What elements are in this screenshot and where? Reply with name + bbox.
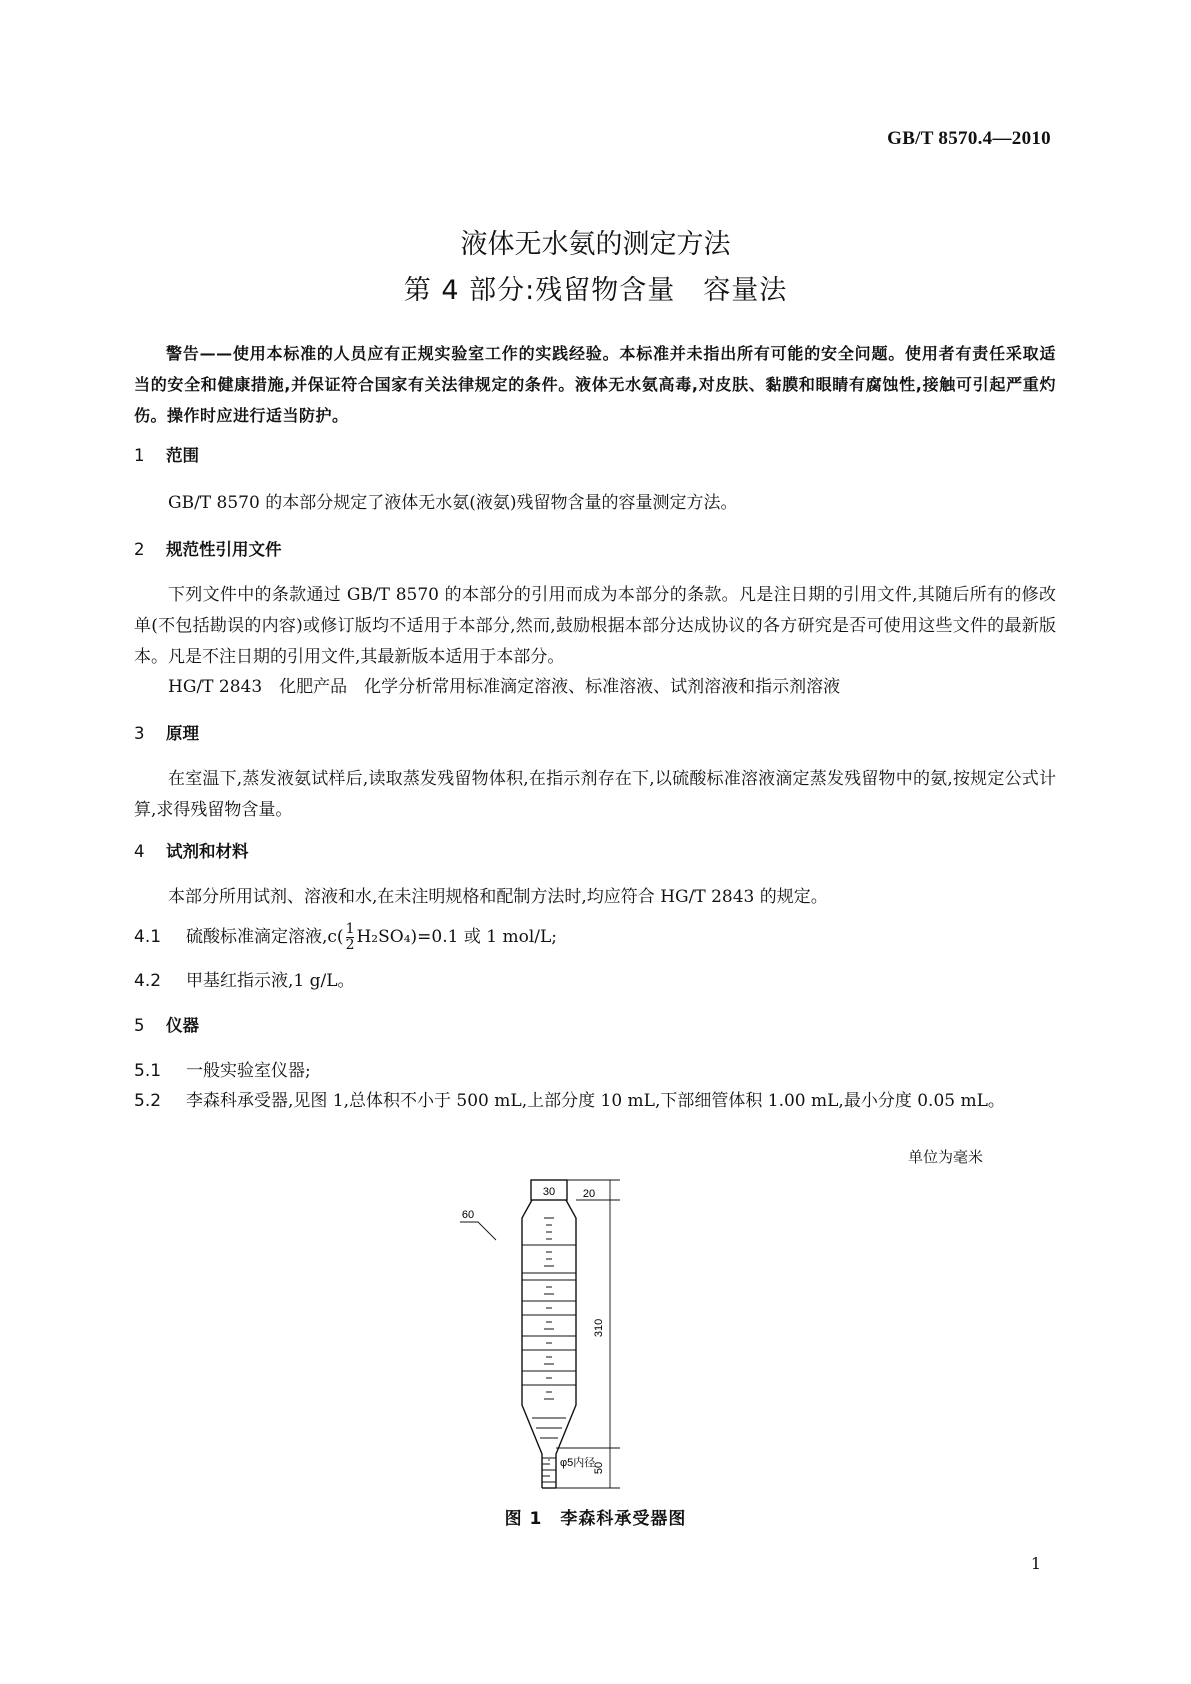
dim-body-height: 310 bbox=[593, 1318, 605, 1338]
section-title: 仪器 bbox=[166, 1016, 199, 1035]
dim-tube-bore: φ5内径 bbox=[560, 1457, 596, 1469]
section-title: 规范性引用文件 bbox=[166, 540, 282, 559]
clause-text-suffix: H₂SO₄)=0.1 或 1 mol/L; bbox=[356, 927, 557, 947]
fraction-one-half bbox=[346, 922, 355, 953]
clause-number: 5.1 bbox=[134, 1061, 162, 1081]
clause-4-1 bbox=[134, 922, 1056, 953]
clause-5-2 bbox=[134, 1086, 1056, 1117]
section-2-heading bbox=[134, 536, 282, 560]
dim-top-width: 30 bbox=[542, 1186, 556, 1198]
section-3-heading bbox=[134, 720, 199, 744]
clause-number: 4.1 bbox=[134, 927, 162, 947]
dim-tube-height: 50 bbox=[593, 1461, 605, 1475]
fraction-numerator: 1 bbox=[345, 921, 355, 937]
standard-code: GB/T 8570.4—2010 bbox=[887, 128, 1051, 149]
clause-number: 5.2 bbox=[134, 1091, 162, 1111]
fraction-denominator: 2 bbox=[345, 937, 355, 953]
section-4-heading bbox=[134, 838, 249, 862]
lysenko-receiver-figure bbox=[461, 1170, 690, 1500]
section-4-text: 本部分所用试剂、溶液和水,在未注明规格和配制方法时,均应符合 HG/T 2843 的规定。 bbox=[168, 887, 828, 907]
dim-top-height: 20 bbox=[582, 1188, 596, 1200]
page-number: 1 bbox=[1030, 1554, 1041, 1573]
section-title: 原理 bbox=[166, 724, 199, 743]
clause-number: 4.2 bbox=[134, 971, 162, 991]
clause-text-prefix: 硫酸标准滴定溶液,c( bbox=[186, 927, 344, 947]
figure-caption: 图 1 李森科承受器图 bbox=[504, 1509, 687, 1529]
body-outline bbox=[522, 1200, 576, 1488]
unit-note: 单位为毫米 bbox=[907, 1148, 983, 1166]
document-title: 液体无水氨的测定方法 bbox=[460, 229, 731, 260]
section-5-heading bbox=[134, 1012, 199, 1036]
clause-5-1 bbox=[134, 1056, 1056, 1087]
section-1-heading bbox=[134, 442, 199, 466]
section-title: 范围 bbox=[166, 446, 199, 465]
document-subtitle: 第 4 部分:残留物含量 容量法 bbox=[403, 275, 788, 306]
clause-text: 甲基红指示液,1 g/L。 bbox=[186, 971, 355, 991]
section-number: 5 bbox=[134, 1016, 145, 1035]
warning-paragraph: 警告——使用本标准的人员应有正规实验室工作的实践经验。本标准并未指出所有可能的安全问题。使用者有责任采取适当的安全和健康措施,并保证符合国家有关法律规定的条件。液体无水氨高毒,对皮肤、黏膜和眼睛有腐蚀性,接触可引起严重灼伤。操作时应进行适当防护。 bbox=[134, 344, 1056, 425]
section-title: 试剂和材料 bbox=[166, 842, 249, 861]
section-number: 2 bbox=[134, 540, 145, 559]
section-number: 1 bbox=[134, 446, 145, 465]
section-2-text: 下列文件中的条款通过 GB/T 8570 的本部分的引用而成为本部分的条款。凡是注日期的引用文件,其随后所有的修改单(不包括勘误的内容)或修订版均不适用于本部分,然而,鼓励根据本部分达成协议的各方研究是否可使用这些文件的最新版本。凡是不注日期的引用文件,其最新版本适用于本部分。 bbox=[134, 585, 1056, 667]
section-number: 4 bbox=[134, 842, 145, 861]
clause-4-2 bbox=[134, 966, 1056, 997]
dim-body-diameter: 60 bbox=[461, 1209, 475, 1221]
clause-text: 李森科承受器,见图 1,总体积不小于 500 mL,上部分度 10 mL,下部细管体积 1.00 mL,最小分度 0.05 mL。 bbox=[186, 1091, 1005, 1111]
section-number: 3 bbox=[134, 724, 145, 743]
section-3-text: 在室温下,蒸发液氨试样后,读取蒸发残留物体积,在指示剂存在下,以硫酸标准溶液滴定蒸发残留物中的氨,按规定公式计算,求得残留物含量。 bbox=[134, 769, 1056, 820]
reference-entry: HG/T 2843 化肥产品 化学分析常用标准滴定溶液、标准溶液、试剂溶液和指示剂溶液 bbox=[168, 677, 841, 697]
section-1-text: GB/T 8570 的本部分规定了液体无水氨(液氨)残留物含量的容量测定方法。 bbox=[168, 493, 738, 513]
clause-text: 一般实验室仪器; bbox=[186, 1061, 311, 1081]
